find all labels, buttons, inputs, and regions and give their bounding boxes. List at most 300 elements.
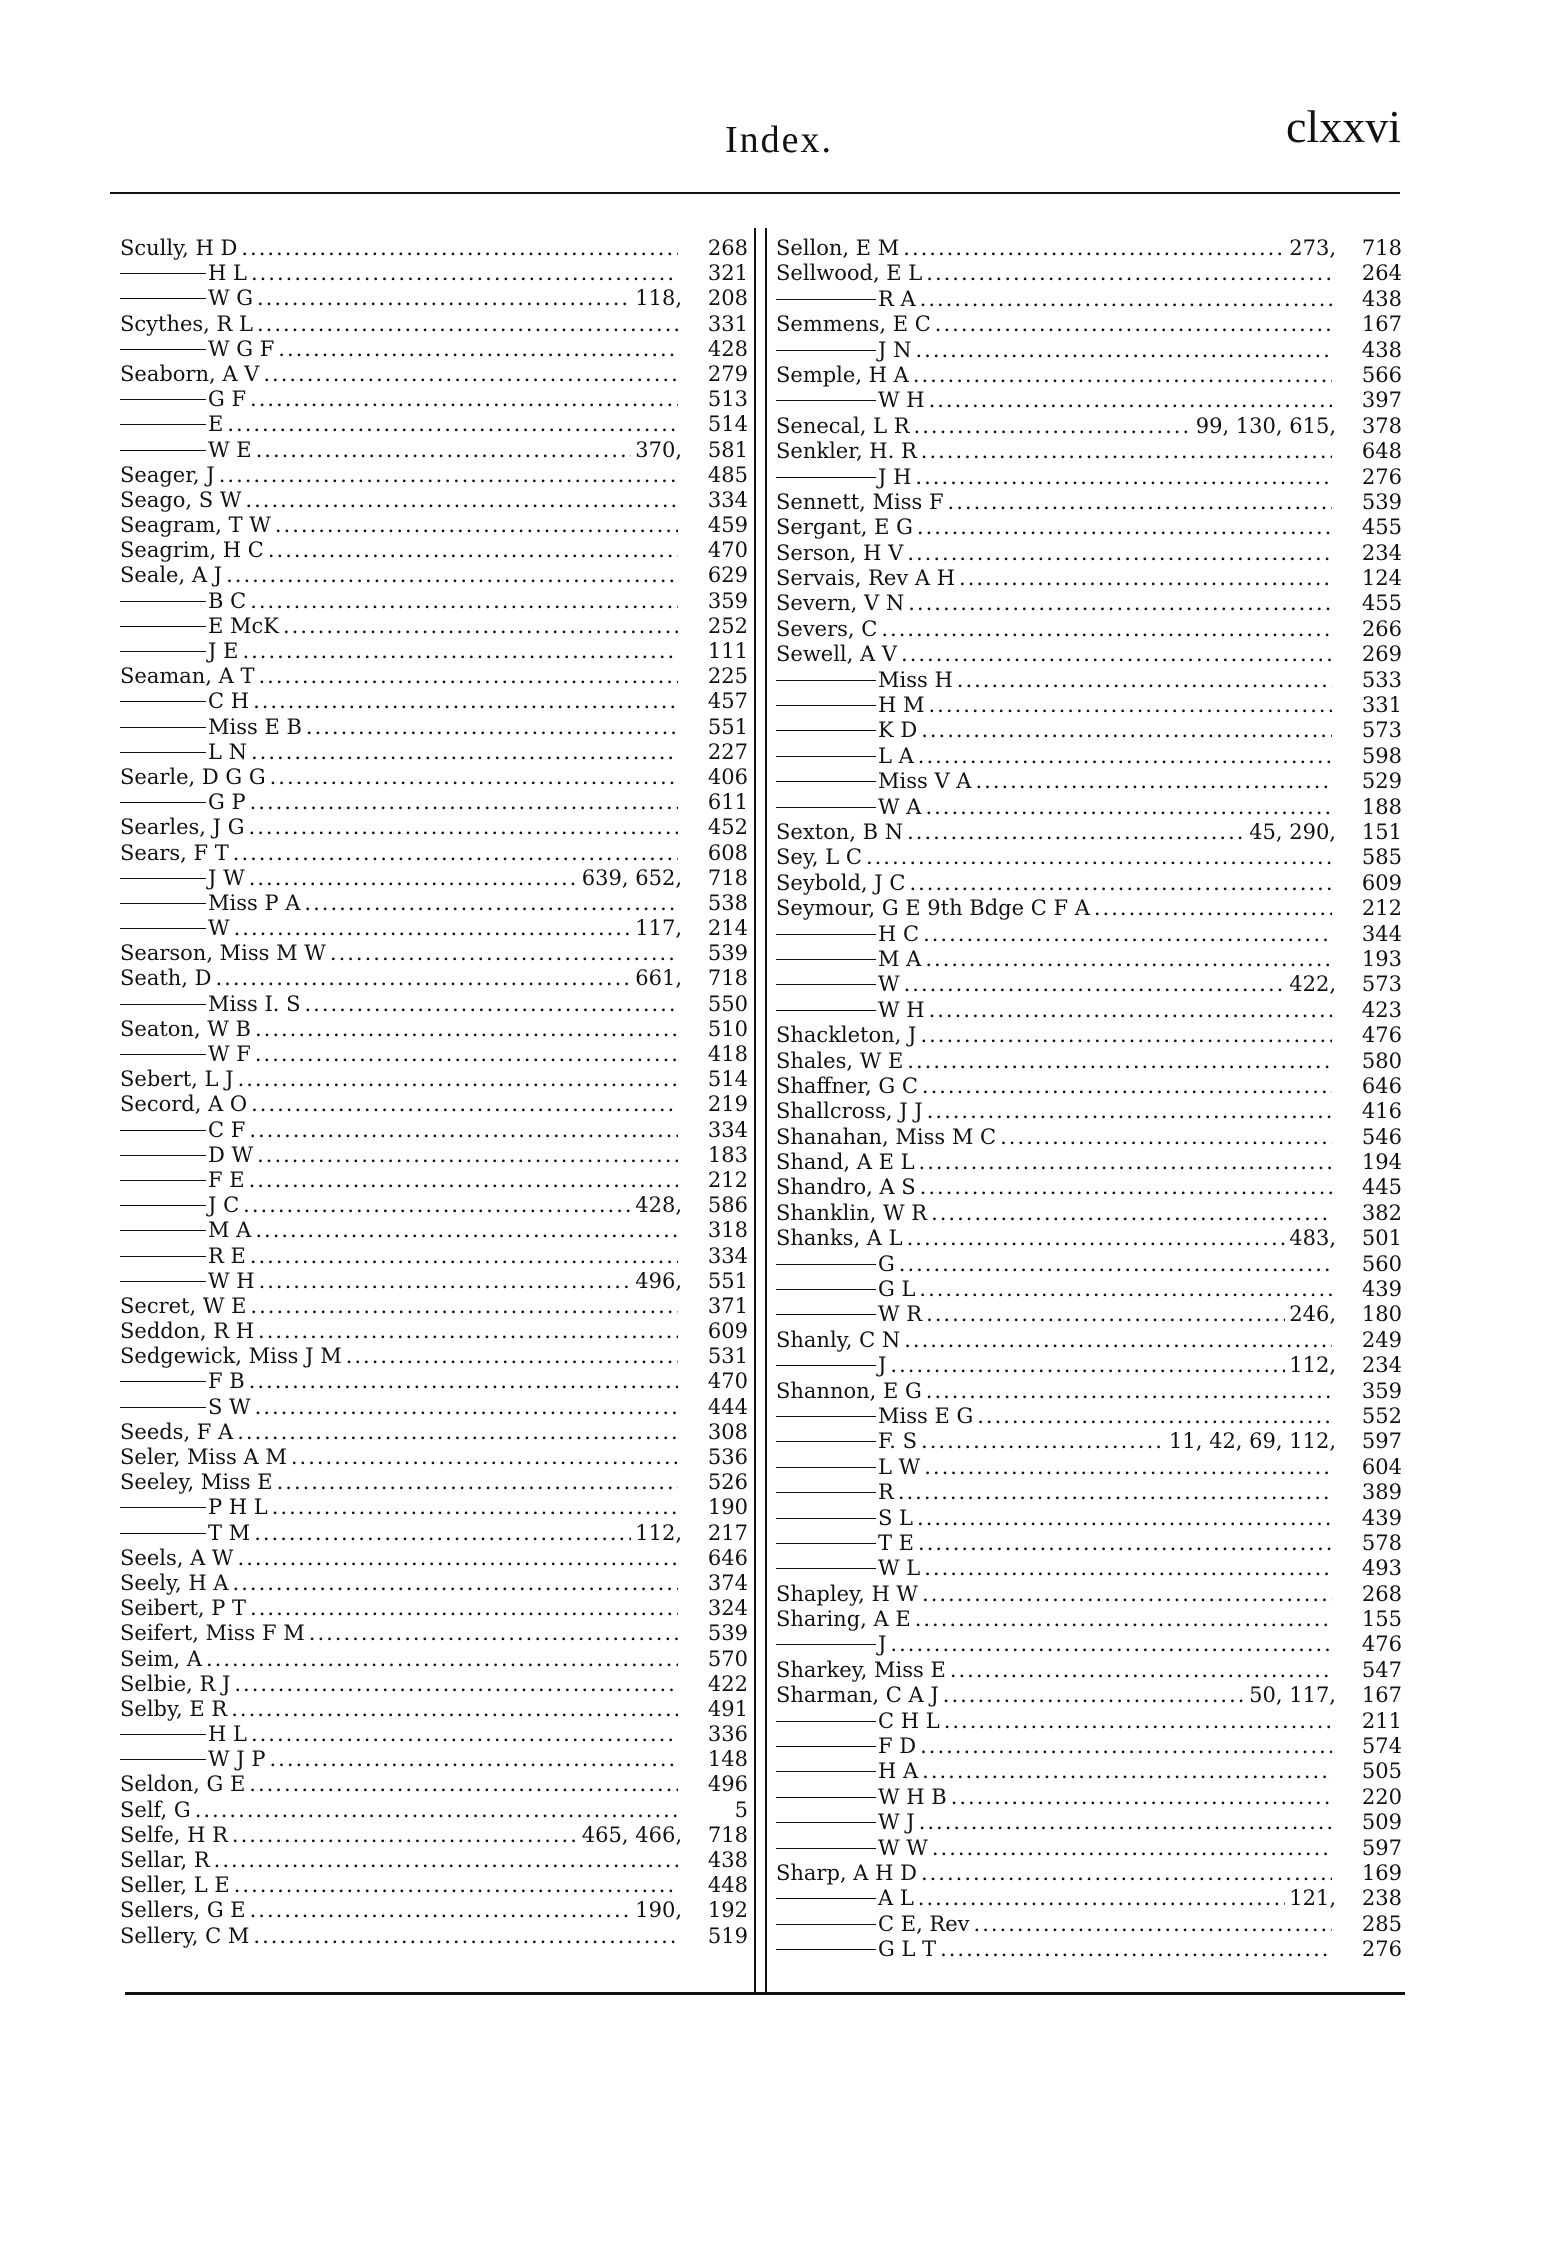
entry-name: G P: [208, 790, 246, 815]
entry-name: F B: [208, 1369, 245, 1394]
index-entry: [776, 1201, 1402, 1226]
index-entry: [776, 1506, 1402, 1531]
dot-leader: [231, 1697, 678, 1722]
entry-name: Miss E B: [208, 714, 302, 739]
index-entry: [776, 1683, 1402, 1708]
entry-page: 609: [707, 1319, 748, 1344]
index-entry: [776, 795, 1402, 820]
dot-leader: [304, 992, 678, 1017]
ditto-dash: [120, 701, 206, 702]
dot-leader: [914, 414, 1192, 439]
entry-name: Severn, V N: [776, 591, 905, 616]
index-entry: [776, 236, 1402, 261]
entry-name: H A: [878, 1759, 919, 1784]
entry-page: 566: [1361, 362, 1402, 387]
entry-extra-pages: 422,: [1289, 972, 1336, 997]
index-entry: [776, 972, 1402, 997]
ditto-dash: [120, 752, 206, 753]
entry-name: S L: [878, 1505, 914, 1530]
dot-leader: [921, 718, 1332, 743]
index-entry: [776, 566, 1402, 591]
dot-leader: [249, 1118, 678, 1143]
entry-name: J: [878, 1353, 887, 1378]
entry-name: T E: [878, 1530, 915, 1555]
index-entry: [776, 1226, 1402, 1251]
entry-page: 448: [707, 1873, 748, 1898]
entry-name: Serson, H V: [776, 540, 904, 565]
entry-page: 344: [1361, 921, 1402, 946]
dot-leader: [921, 439, 1332, 464]
dot-leader: [257, 312, 678, 337]
entry-name: Sellery, C M: [120, 1923, 250, 1948]
entry-name: Shallcross, J J: [776, 1099, 923, 1124]
index-entry: [120, 639, 748, 664]
dot-leader: [931, 1201, 1332, 1226]
entry-name: Senecal, L R: [776, 413, 910, 438]
entry-name: L N: [208, 739, 247, 764]
entry-page: 493: [1361, 1556, 1402, 1581]
entry-name: G: [878, 1251, 895, 1276]
dot-leader: [918, 1886, 1285, 1911]
dot-leader: [915, 465, 1332, 490]
index-entry: [120, 941, 748, 966]
entry-page: 514: [707, 412, 748, 437]
dot-leader: [226, 563, 678, 588]
dot-leader: [977, 1404, 1332, 1429]
entry-name: Seybold, J C: [776, 870, 906, 895]
ditto-dash: [120, 1734, 206, 1735]
index-entry: [120, 362, 748, 387]
entry-page: 212: [707, 1167, 748, 1192]
dot-leader: [974, 1912, 1332, 1937]
index-entry: [776, 1328, 1402, 1353]
index-entry: [120, 1495, 748, 1520]
entry-name: W R: [878, 1302, 923, 1327]
index-entry: [776, 1836, 1402, 1861]
dot-leader: [195, 1798, 678, 1823]
top-rule: [110, 192, 1400, 194]
entry-name: Seago, S W: [120, 487, 242, 512]
entry-name: Scully, H D: [120, 236, 238, 260]
entry-name: T M: [208, 1520, 251, 1545]
entry-name: Sharing, A E: [776, 1607, 911, 1632]
index-entry: [776, 338, 1402, 363]
index-entry: [120, 1193, 748, 1218]
ditto-dash: [776, 984, 876, 985]
dot-leader: [259, 664, 679, 689]
index-entry: [120, 614, 748, 639]
entry-page: 510: [707, 1016, 748, 1041]
entry-page: 438: [707, 1848, 748, 1872]
ditto-dash: [776, 730, 876, 731]
entry-name: W A: [878, 794, 922, 819]
dot-leader: [899, 1252, 1332, 1277]
index-entry: [120, 1621, 748, 1646]
ditto-dash: [120, 903, 206, 904]
dot-leader: [915, 1607, 1332, 1632]
index-entry: [120, 966, 748, 991]
dot-leader: [330, 941, 678, 966]
index-entry: [776, 439, 1402, 464]
dot-leader: [234, 1672, 678, 1697]
dot-leader: [919, 1150, 1332, 1175]
dot-leader: [922, 1074, 1332, 1099]
ditto-dash: [120, 450, 206, 451]
entry-name: Shanly, C N: [776, 1327, 901, 1352]
entry-page: 539: [707, 1621, 748, 1646]
entry-extra-pages: 99, 130, 615,: [1195, 413, 1336, 438]
entry-page: 422: [707, 1671, 748, 1696]
dot-leader: [881, 617, 1332, 642]
index-entry: [120, 286, 748, 311]
index-entry: [120, 1369, 748, 1394]
ditto-dash: [120, 424, 206, 425]
ditto-dash: [120, 1256, 206, 1257]
entry-page: 219: [707, 1092, 748, 1117]
index-entry: [776, 922, 1402, 947]
index-entry: [120, 715, 748, 740]
index-entry: [776, 1302, 1402, 1327]
entry-name: R A: [878, 286, 916, 311]
index-entry: [120, 1344, 748, 1369]
entry-name: Sewell, A V: [776, 642, 898, 667]
entry-page: 509: [1361, 1810, 1402, 1835]
entry-name: F E: [208, 1167, 245, 1192]
index-entry: [120, 412, 748, 437]
index-entry: [776, 1252, 1402, 1277]
dot-leader: [253, 1924, 678, 1949]
entry-name: Searson, Miss M W: [120, 941, 326, 966]
dot-leader: [238, 1546, 678, 1571]
entry-page: 124: [1361, 566, 1402, 591]
bottom-rule: [125, 1992, 1405, 1995]
index-entry: [120, 1319, 748, 1344]
index-entry: [120, 1772, 748, 1797]
entry-page: 496: [707, 1772, 748, 1797]
dot-leader: [291, 1445, 678, 1470]
index-entry: [776, 642, 1402, 667]
entry-page: 604: [1361, 1454, 1402, 1479]
entry-name: Miss I. S: [208, 991, 301, 1016]
ditto-dash: [120, 1507, 206, 1508]
index-entry: [776, 1734, 1402, 1759]
index-entry: [776, 1480, 1402, 1505]
entry-page: 574: [1361, 1734, 1402, 1759]
ditto-dash: [776, 400, 876, 401]
index-entry: [776, 312, 1402, 337]
entry-name: Sergant, E G: [776, 515, 913, 540]
entry-name: Seller, L E: [120, 1873, 230, 1898]
dot-leader: [943, 1683, 1245, 1708]
entry-page: 225: [707, 664, 748, 689]
index-entry: [120, 790, 748, 815]
dot-leader: [263, 362, 678, 387]
entry-name: W: [208, 916, 230, 941]
entry-name: W H B: [878, 1784, 947, 1809]
entry-page: 551: [707, 714, 748, 739]
entry-page: 608: [707, 840, 748, 865]
dot-leader: [250, 1244, 678, 1269]
dot-leader: [250, 387, 678, 412]
dot-leader: [257, 1143, 678, 1168]
dot-leader: [278, 337, 678, 362]
ditto-dash: [776, 705, 876, 706]
dot-leader: [277, 1470, 678, 1495]
entry-extra-pages: 428,: [635, 1193, 682, 1218]
dot-leader: [926, 261, 1332, 286]
entry-name: H M: [878, 693, 925, 718]
index-entry: [120, 1722, 748, 1747]
index-entry: [776, 947, 1402, 972]
entry-page: 148: [707, 1747, 748, 1772]
index-entry: [776, 261, 1402, 286]
dot-leader: [249, 1772, 678, 1797]
entry-page: 470: [707, 1369, 748, 1394]
index-entry: [120, 1596, 748, 1621]
entry-name: Sellon, E M: [776, 236, 900, 260]
entry-name: B C: [208, 588, 247, 613]
ditto-dash: [120, 1230, 206, 1231]
dot-leader: [249, 815, 678, 840]
entry-page: 111: [707, 639, 748, 663]
entry-page: 539: [1361, 489, 1402, 514]
ditto-dash: [120, 651, 206, 652]
dot-leader: [306, 715, 678, 740]
entry-page: 598: [1361, 743, 1402, 768]
dot-leader: [920, 287, 1332, 312]
dot-leader: [257, 286, 631, 311]
entry-page: 217: [707, 1520, 748, 1545]
dot-leader: [920, 1734, 1332, 1759]
entry-page: 389: [1361, 1480, 1402, 1505]
entry-page: 539: [707, 941, 748, 966]
dot-leader: [913, 363, 1332, 388]
ditto-dash: [120, 399, 206, 400]
dot-leader: [909, 871, 1332, 896]
entry-page: 529: [1361, 769, 1402, 794]
entry-name: F D: [878, 1734, 917, 1759]
ditto-dash: [120, 601, 206, 602]
ditto-dash: [120, 1407, 206, 1408]
index-entry: [776, 414, 1402, 439]
index-entry: [776, 1379, 1402, 1404]
entry-name: P H L: [208, 1495, 268, 1520]
entry-page: 406: [707, 764, 748, 789]
entry-page: 234: [1361, 1353, 1402, 1378]
index-entry: [120, 1848, 748, 1873]
entry-page: 629: [707, 563, 748, 588]
dot-leader: [929, 388, 1332, 413]
entry-page: 438: [1361, 286, 1402, 311]
entry-extra-pages: 190,: [635, 1898, 682, 1923]
dot-leader: [243, 1193, 631, 1218]
ditto-dash: [776, 1746, 876, 1747]
entry-name: H L: [208, 261, 247, 286]
dot-leader: [940, 1937, 1332, 1962]
dot-leader: [957, 668, 1332, 693]
entry-page: 276: [1361, 1937, 1402, 1962]
entry-name: W G F: [208, 336, 275, 361]
entry-page: 718: [707, 1822, 748, 1847]
dot-leader: [907, 1049, 1332, 1074]
dot-leader: [268, 538, 678, 563]
index-entry: [120, 1924, 748, 1949]
entry-name: K D: [878, 718, 918, 743]
entry-name: Seels, A W: [120, 1545, 234, 1570]
entry-name: G L: [878, 1277, 916, 1302]
entry-name: W E: [208, 437, 252, 462]
index-entry: [120, 438, 748, 463]
entry-extra-pages: 45, 290,: [1249, 819, 1336, 844]
entry-page: 445: [1361, 1175, 1402, 1200]
dot-leader: [908, 591, 1332, 616]
entry-page: 238: [1361, 1886, 1402, 1911]
dot-leader: [255, 1395, 678, 1420]
entry-page: 234: [1361, 540, 1402, 565]
index-entry: [776, 1785, 1402, 1810]
entry-page: 334: [707, 1243, 748, 1268]
dot-leader: [270, 765, 678, 790]
entry-page: 155: [1361, 1607, 1402, 1632]
entry-page: 455: [1361, 591, 1402, 616]
entry-name: Seager, J: [120, 462, 215, 487]
ditto-dash: [776, 959, 876, 960]
entry-name: C F: [208, 1117, 246, 1142]
dot-leader: [234, 916, 632, 941]
dot-leader: [935, 312, 1332, 337]
entry-page: 336: [707, 1722, 748, 1747]
index-entry: [120, 1092, 748, 1117]
index-entry: [776, 363, 1402, 388]
entry-page: 547: [1361, 1657, 1402, 1682]
entry-page: 416: [1361, 1099, 1402, 1124]
entry-page: 551: [707, 1268, 748, 1293]
entry-page: 526: [707, 1470, 748, 1495]
index-entry: [776, 617, 1402, 642]
dot-leader: [890, 1353, 1285, 1378]
entry-page: 580: [1361, 1048, 1402, 1073]
dot-leader: [920, 1175, 1332, 1200]
dot-leader: [255, 1218, 678, 1243]
dot-leader: [206, 1647, 678, 1672]
dot-leader: [932, 1836, 1332, 1861]
index-entry: [120, 261, 748, 286]
entry-page: 382: [1361, 1200, 1402, 1225]
dot-leader: [249, 1168, 678, 1193]
entry-name: Shaffner, G C: [776, 1073, 918, 1098]
entry-page: 188: [1361, 794, 1402, 819]
entry-name: Shand, A E L: [776, 1150, 915, 1175]
entry-page: 459: [707, 513, 748, 538]
entry-page: 550: [707, 991, 748, 1016]
ditto-dash: [776, 1568, 876, 1569]
entry-name: S W: [208, 1394, 251, 1419]
index-entry: [776, 1353, 1402, 1378]
entry-name: M A: [208, 1218, 252, 1243]
index-entry: [776, 1912, 1402, 1937]
entry-name: Sebert, L J: [120, 1067, 234, 1092]
ditto-dash: [120, 1533, 206, 1534]
index-entry: [120, 1747, 748, 1772]
index-entry: [120, 1445, 748, 1470]
ditto-dash: [776, 1441, 876, 1442]
index-entry: [776, 1709, 1402, 1734]
index-entry: [776, 998, 1402, 1023]
entry-name: Miss H: [878, 667, 953, 692]
entry-name: Seaborn, A V: [120, 361, 260, 386]
entry-page: 193: [1361, 946, 1402, 971]
entry-name: Secret, W E: [120, 1293, 247, 1318]
ditto-dash: [120, 1004, 206, 1005]
entry-name: Self, G: [120, 1797, 191, 1822]
index-entry: [120, 387, 748, 412]
dot-leader: [232, 1823, 578, 1848]
ditto-dash: [120, 1759, 206, 1760]
entry-name: E: [208, 412, 224, 437]
dot-leader: [917, 1506, 1332, 1531]
dot-leader: [921, 1429, 1165, 1454]
index-entry: [776, 1099, 1402, 1124]
dot-leader: [927, 1099, 1332, 1124]
dot-leader: [898, 1480, 1332, 1505]
entry-page: 151: [1361, 819, 1402, 844]
entry-page: 371: [707, 1293, 748, 1318]
entry-name: W J P: [208, 1747, 266, 1772]
entry-name: Shanahan, Miss M C: [776, 1124, 997, 1149]
entry-page: 167: [1361, 312, 1402, 337]
entry-page: 334: [707, 1117, 748, 1142]
entry-name: Severs, C: [776, 616, 878, 641]
ditto-dash: [776, 756, 876, 757]
entry-page: 167: [1361, 1683, 1402, 1708]
entry-name: W G: [208, 286, 254, 311]
entry-page: 264: [1361, 261, 1402, 286]
entry-page: 220: [1361, 1784, 1402, 1809]
dot-leader: [242, 639, 678, 664]
index-entry: [776, 1404, 1402, 1429]
dot-leader: [925, 795, 1332, 820]
ditto-dash: [776, 1289, 876, 1290]
dot-leader: [250, 1294, 678, 1319]
index-entry: [776, 896, 1402, 921]
dot-leader: [255, 1042, 678, 1067]
ditto-dash: [776, 477, 876, 478]
dot-leader: [890, 1632, 1332, 1657]
ditto-dash: [776, 1822, 876, 1823]
entry-extra-pages: 639, 652,: [581, 865, 682, 890]
entry-page: 285: [1361, 1911, 1402, 1936]
entry-name: Scythes, R L: [120, 311, 253, 336]
dot-leader: [926, 1302, 1285, 1327]
entry-name: C H L: [878, 1708, 940, 1733]
ditto-dash: [776, 1797, 876, 1798]
entry-extra-pages: 496,: [635, 1268, 682, 1293]
dot-leader: [250, 589, 678, 614]
dot-leader: [216, 966, 632, 991]
entry-extra-pages: 661,: [635, 966, 682, 991]
entry-name: C H: [208, 689, 250, 714]
dot-leader: [918, 1531, 1332, 1556]
index-entry: [776, 541, 1402, 566]
entry-page: 423: [1361, 997, 1402, 1022]
entry-name: W F: [208, 1042, 251, 1066]
dot-leader: [249, 866, 578, 891]
entry-page: 331: [707, 311, 748, 336]
entry-page: 505: [1361, 1759, 1402, 1784]
entry-name: Selbie, R J: [120, 1671, 231, 1696]
entry-name: R E: [208, 1243, 246, 1268]
dot-leader: [924, 1556, 1332, 1581]
